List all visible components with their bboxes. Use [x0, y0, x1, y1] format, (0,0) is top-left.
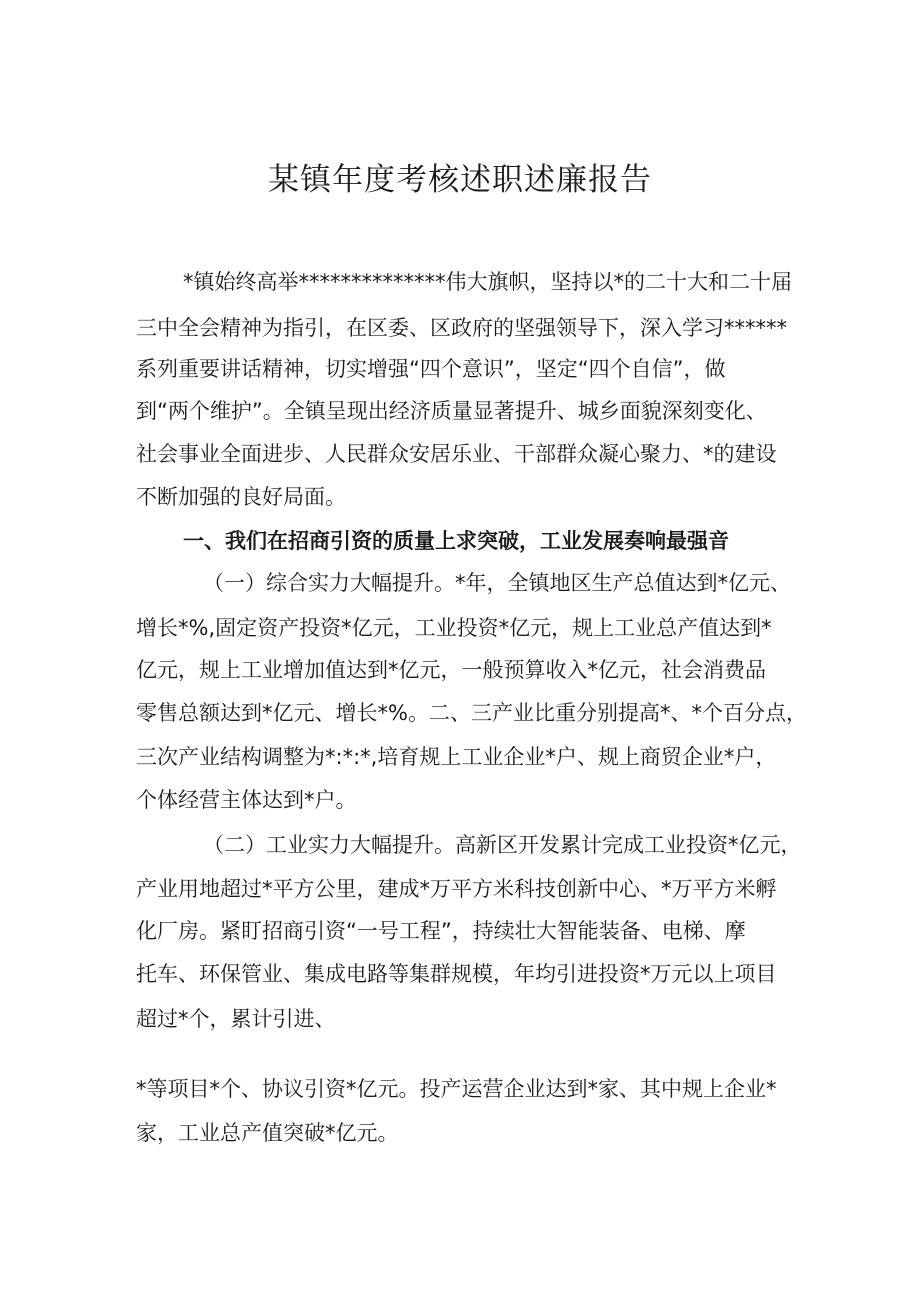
section-heading-1: 一、我们在招商引资的质量上求突破，工业发展奏响最强音 — [183, 529, 729, 553]
sub1-line-2: 增长*%,固定资产投资*亿元，工业投资*亿元，规上工业总产值达到* — [136, 616, 772, 640]
sub1-line-4: 零售总额达到*亿元、增长*%。二、三产业比重分别提高*、*个百分点， — [136, 701, 807, 725]
intro-line-6: 不断加强的良好局面。 — [136, 485, 346, 509]
document-title: 某镇年度考核述职述廉报告 — [268, 162, 652, 198]
intro-line-2: 三中全会精神为指引，在区委、区政府的坚强领导下，深入学习****** — [136, 316, 787, 340]
continuation-line-2: 家，工业总产值突破*亿元。 — [136, 1121, 399, 1145]
sub2-line-1: （二）工业实力大幅提升。高新区开发累计完成工业投资*亿元， — [203, 833, 802, 857]
sub2-line-5: 超过*个，累计引进、 — [136, 1007, 336, 1031]
sub1-line-3: 亿元，规上工业增加值达到*亿元，一般预算收入*亿元，社会消费品 — [136, 658, 766, 682]
intro-line-1: *镇始终高举**************伟大旗帜，坚持以*的二十大和二十届 — [183, 270, 792, 294]
intro-line-4: 到“两个维护”。全镇呈现出经济质量显著提升、城乡面貌深刻变化、 — [136, 399, 767, 423]
sub2-line-4: 托车、环保管业、集成电路等集群规模，年均引进投资*万元以上项目 — [136, 962, 777, 986]
continuation-line-1: *等项目*个、协议引资*亿元。投产运营企业达到*家、其中规上企业* — [136, 1077, 777, 1101]
intro-line-3: 系列重要讲话精神，切实增强“四个意识”，坚定“四个自信”，做 — [136, 357, 726, 381]
sub1-line-6: 个体经营主体达到*户。 — [136, 788, 357, 812]
sub2-line-3: 化厂房。紧盯招商引资“一号工程”，持续壮大智能装备、电梯、摩 — [136, 919, 746, 943]
sub1-line-5: 三次产业结构调整为*:*:*,培育规上工业企业*户、规上商贸企业*户， — [136, 745, 777, 769]
sub1-line-1: （一）综合实力大幅提升。*年，全镇地区生产总值达到*亿元、 — [203, 571, 791, 595]
intro-line-5: 社会事业全面进步、人民群众安居乐业、干部群众凝心聚力、*的建设 — [136, 442, 777, 466]
sub2-line-2: 产业用地超过*平方公里，建成*万平方米科技创新中心、*万平方米孵 — [136, 877, 777, 901]
